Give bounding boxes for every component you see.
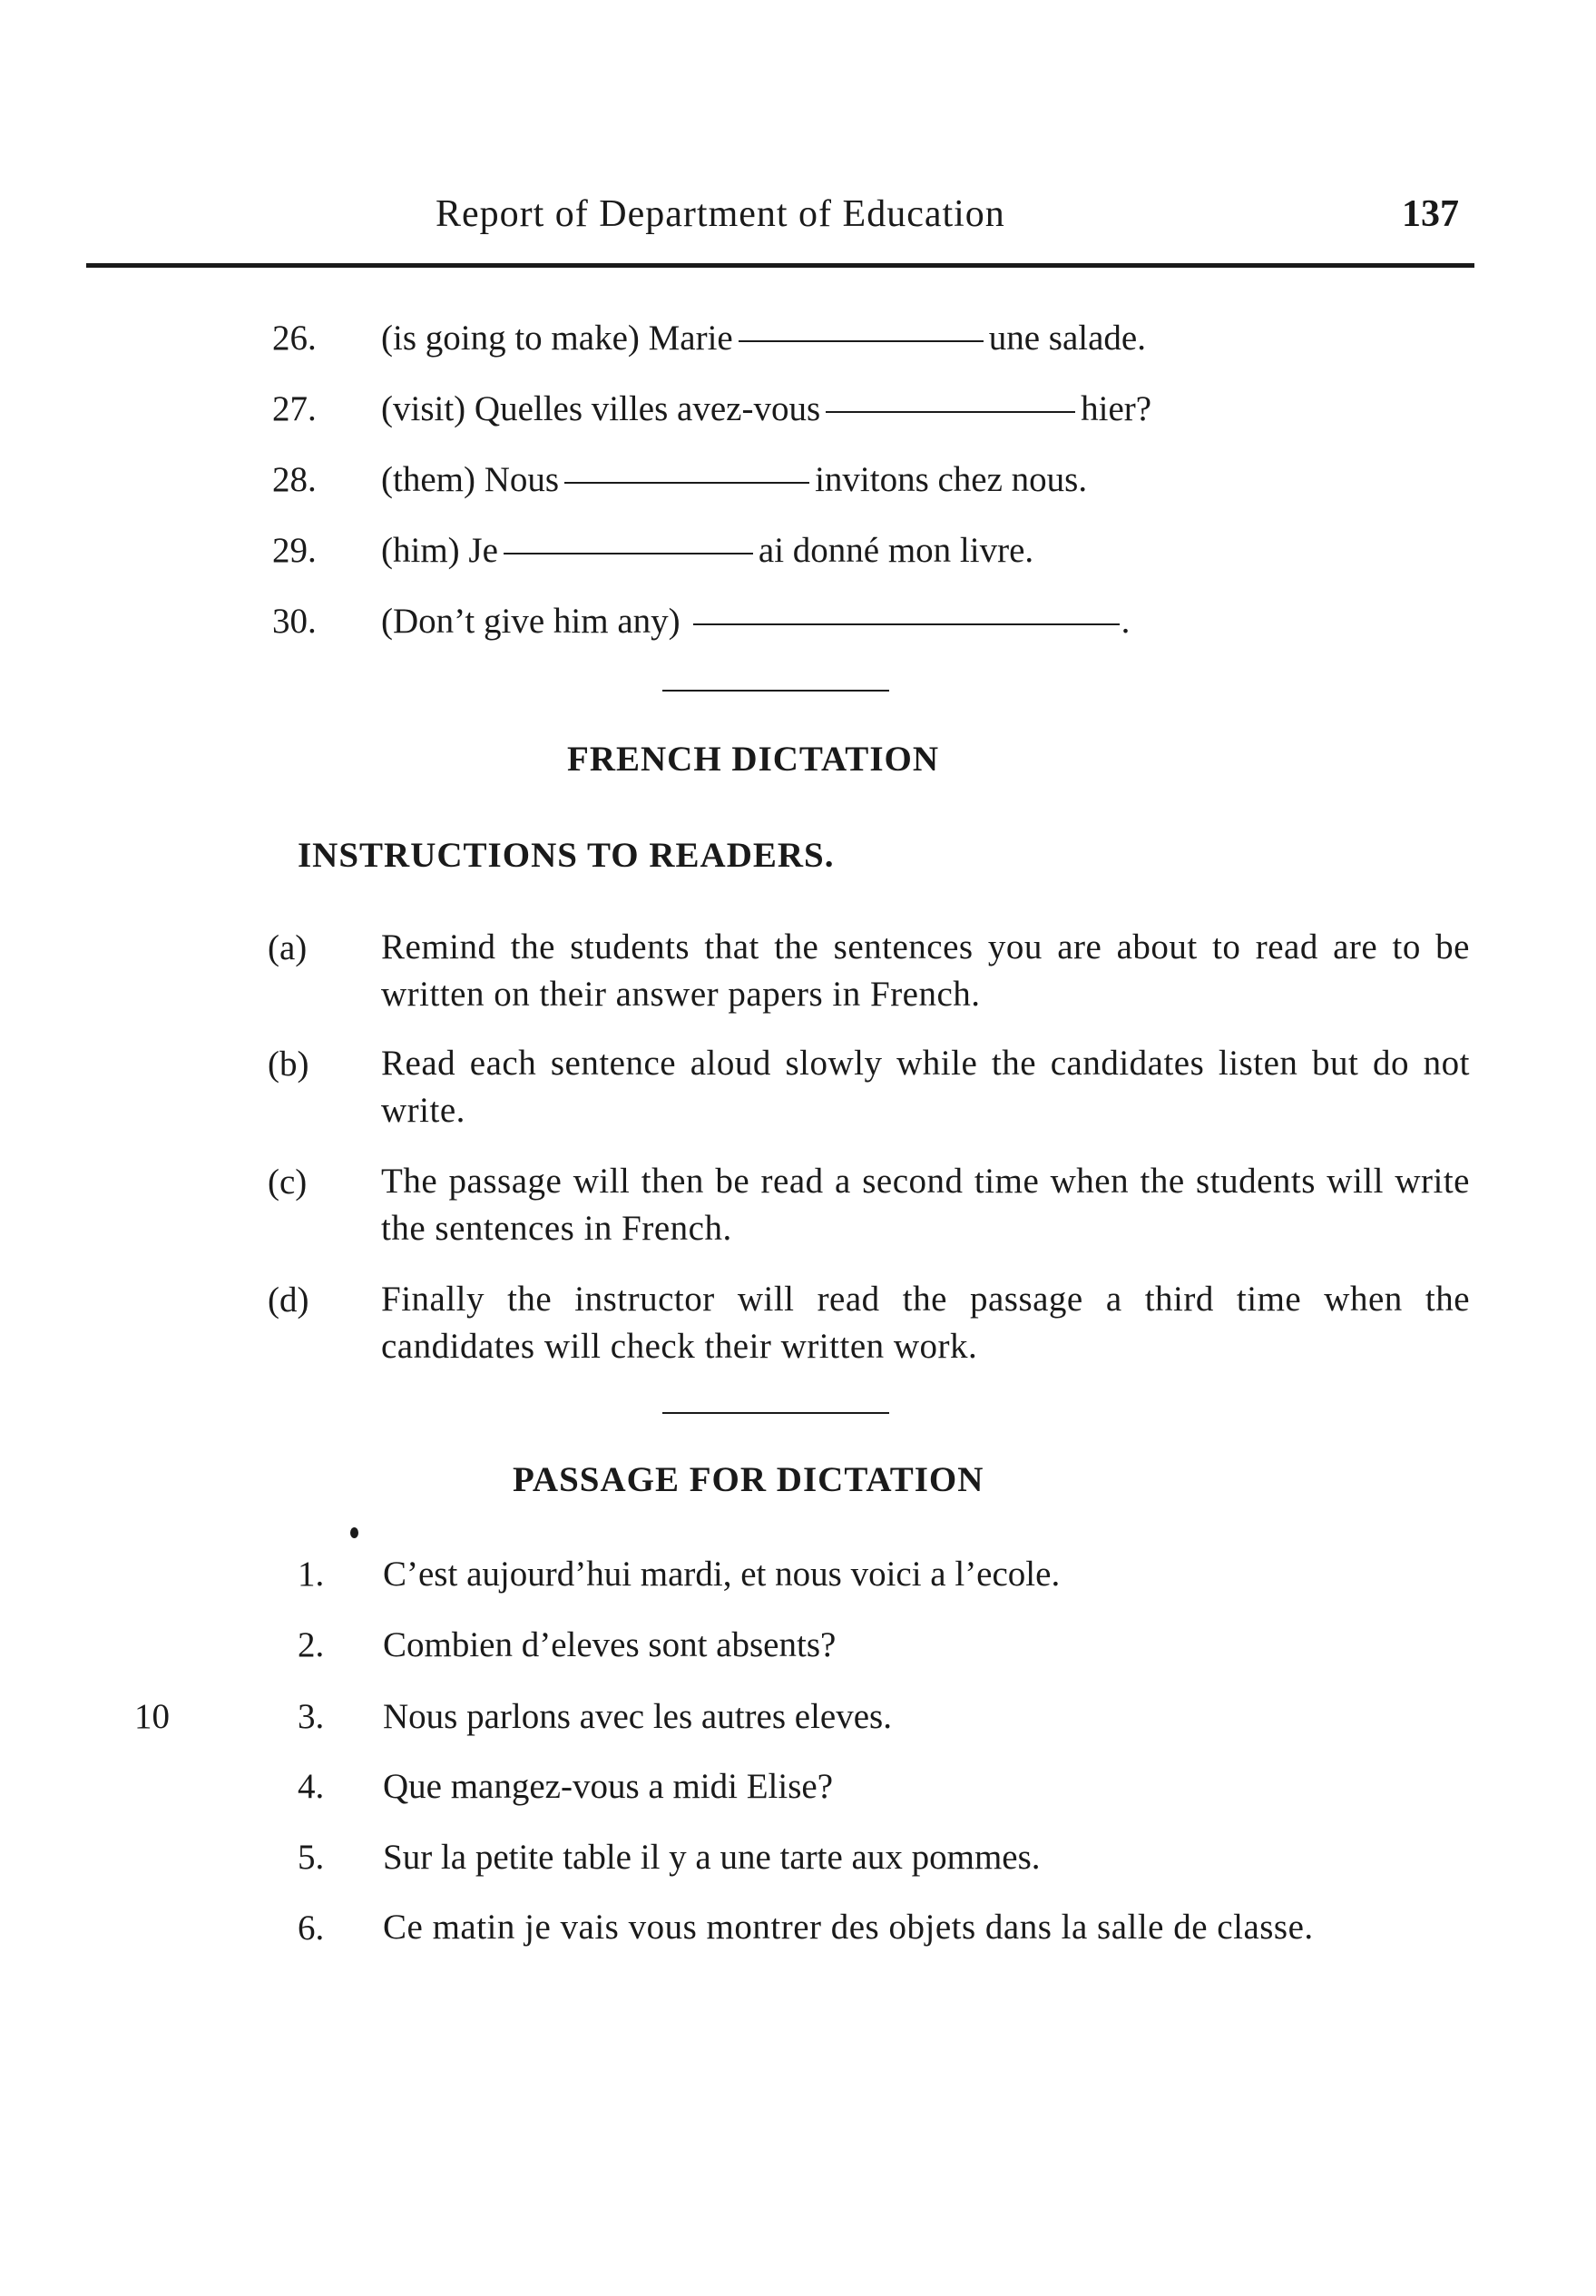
exercise-number: 26. (272, 319, 317, 358)
answer-blank (693, 623, 1120, 625)
exercise-item (381, 316, 1146, 361)
sentence-text: Nous parlons avec les autres eleves. (383, 1697, 892, 1736)
sentence-number: 3. (298, 1697, 325, 1736)
page-number: 137 (1402, 193, 1459, 235)
exercise-continuation: hier? (1081, 389, 1152, 428)
instruction-text: Remind the students that the sentences you are about to read are to be written on their answer papers in French. (381, 927, 1470, 1014)
exercise-number: 30. (272, 602, 317, 641)
instruction-text: Finally the instructor will read the passage a third time when the candidates will check their written work. (381, 1280, 1470, 1366)
answer-blank (564, 482, 809, 484)
section-heading: PASSAGE FOR DICTATION (513, 1460, 984, 1499)
sentence-number: 2. (298, 1625, 325, 1664)
sentence-number: 5. (298, 1838, 325, 1877)
sentence-text: Combien d’eleves sont absents? (383, 1625, 837, 1664)
instruction-text: Read each sentence aloud slowly while the candidates listen but do not write. (381, 1044, 1470, 1130)
exercise-prompt: (Don’t give him any) (381, 602, 681, 641)
exercise-item (381, 387, 1151, 432)
exercise-item (381, 457, 1087, 503)
sentence-number: 6. (298, 1908, 325, 1948)
exercise-continuation: invitons chez nous. (815, 460, 1088, 499)
exercise-continuation: ai donné mon livre. (758, 531, 1034, 570)
sentence-number: 4. (298, 1767, 325, 1806)
answer-blank (826, 411, 1075, 413)
margin-mark: 10 (134, 1697, 170, 1736)
instruction-label: (a) (268, 928, 308, 967)
exercise-prompt: (visit) Quelles villes avez-vous (381, 389, 821, 428)
exercise-continuation: . (1121, 602, 1131, 641)
print-speck (350, 1527, 358, 1538)
running-header-title: Report of Department of Education (436, 193, 1005, 235)
exercise-item (381, 528, 1033, 574)
exercise-prompt: (is going to make) Marie (381, 319, 733, 358)
exercise-number: 29. (272, 531, 317, 570)
subsection-heading: INSTRUCTIONS TO READERS. (298, 836, 835, 875)
instruction-label: (c) (268, 1163, 308, 1202)
sentence-text: Ce matin je vais vous montrer des objets dans la salle de classe. (383, 1908, 1314, 1947)
exercise-item (381, 599, 1130, 644)
header-rule (86, 263, 1474, 268)
answer-blank (739, 340, 984, 342)
sentence-text: Que mangez-vous a midi Elise? (383, 1767, 834, 1806)
sentence-text: C’est aujourd’hui mardi, et nous voici a l’ecole. (383, 1555, 1061, 1594)
sentence-text: Sur la petite table il y a une tarte aux pommes. (383, 1838, 1041, 1877)
exercise-number: 27. (272, 389, 317, 428)
answer-blank (504, 553, 753, 554)
exercise-prompt: (him) Je (381, 531, 498, 570)
instruction-label: (d) (268, 1280, 309, 1320)
section-divider (662, 690, 889, 692)
instruction-text: The passage will then be read a second time when the students will write the sentences in French. (381, 1162, 1470, 1248)
exercise-number: 28. (272, 460, 317, 499)
section-divider (662, 1412, 889, 1414)
exercise-prompt: (them) Nous (381, 460, 560, 499)
sentence-number: 1. (298, 1555, 325, 1594)
section-heading: FRENCH DICTATION (567, 740, 939, 779)
instruction-label: (b) (268, 1045, 309, 1084)
exercise-continuation: une salade. (988, 319, 1146, 358)
